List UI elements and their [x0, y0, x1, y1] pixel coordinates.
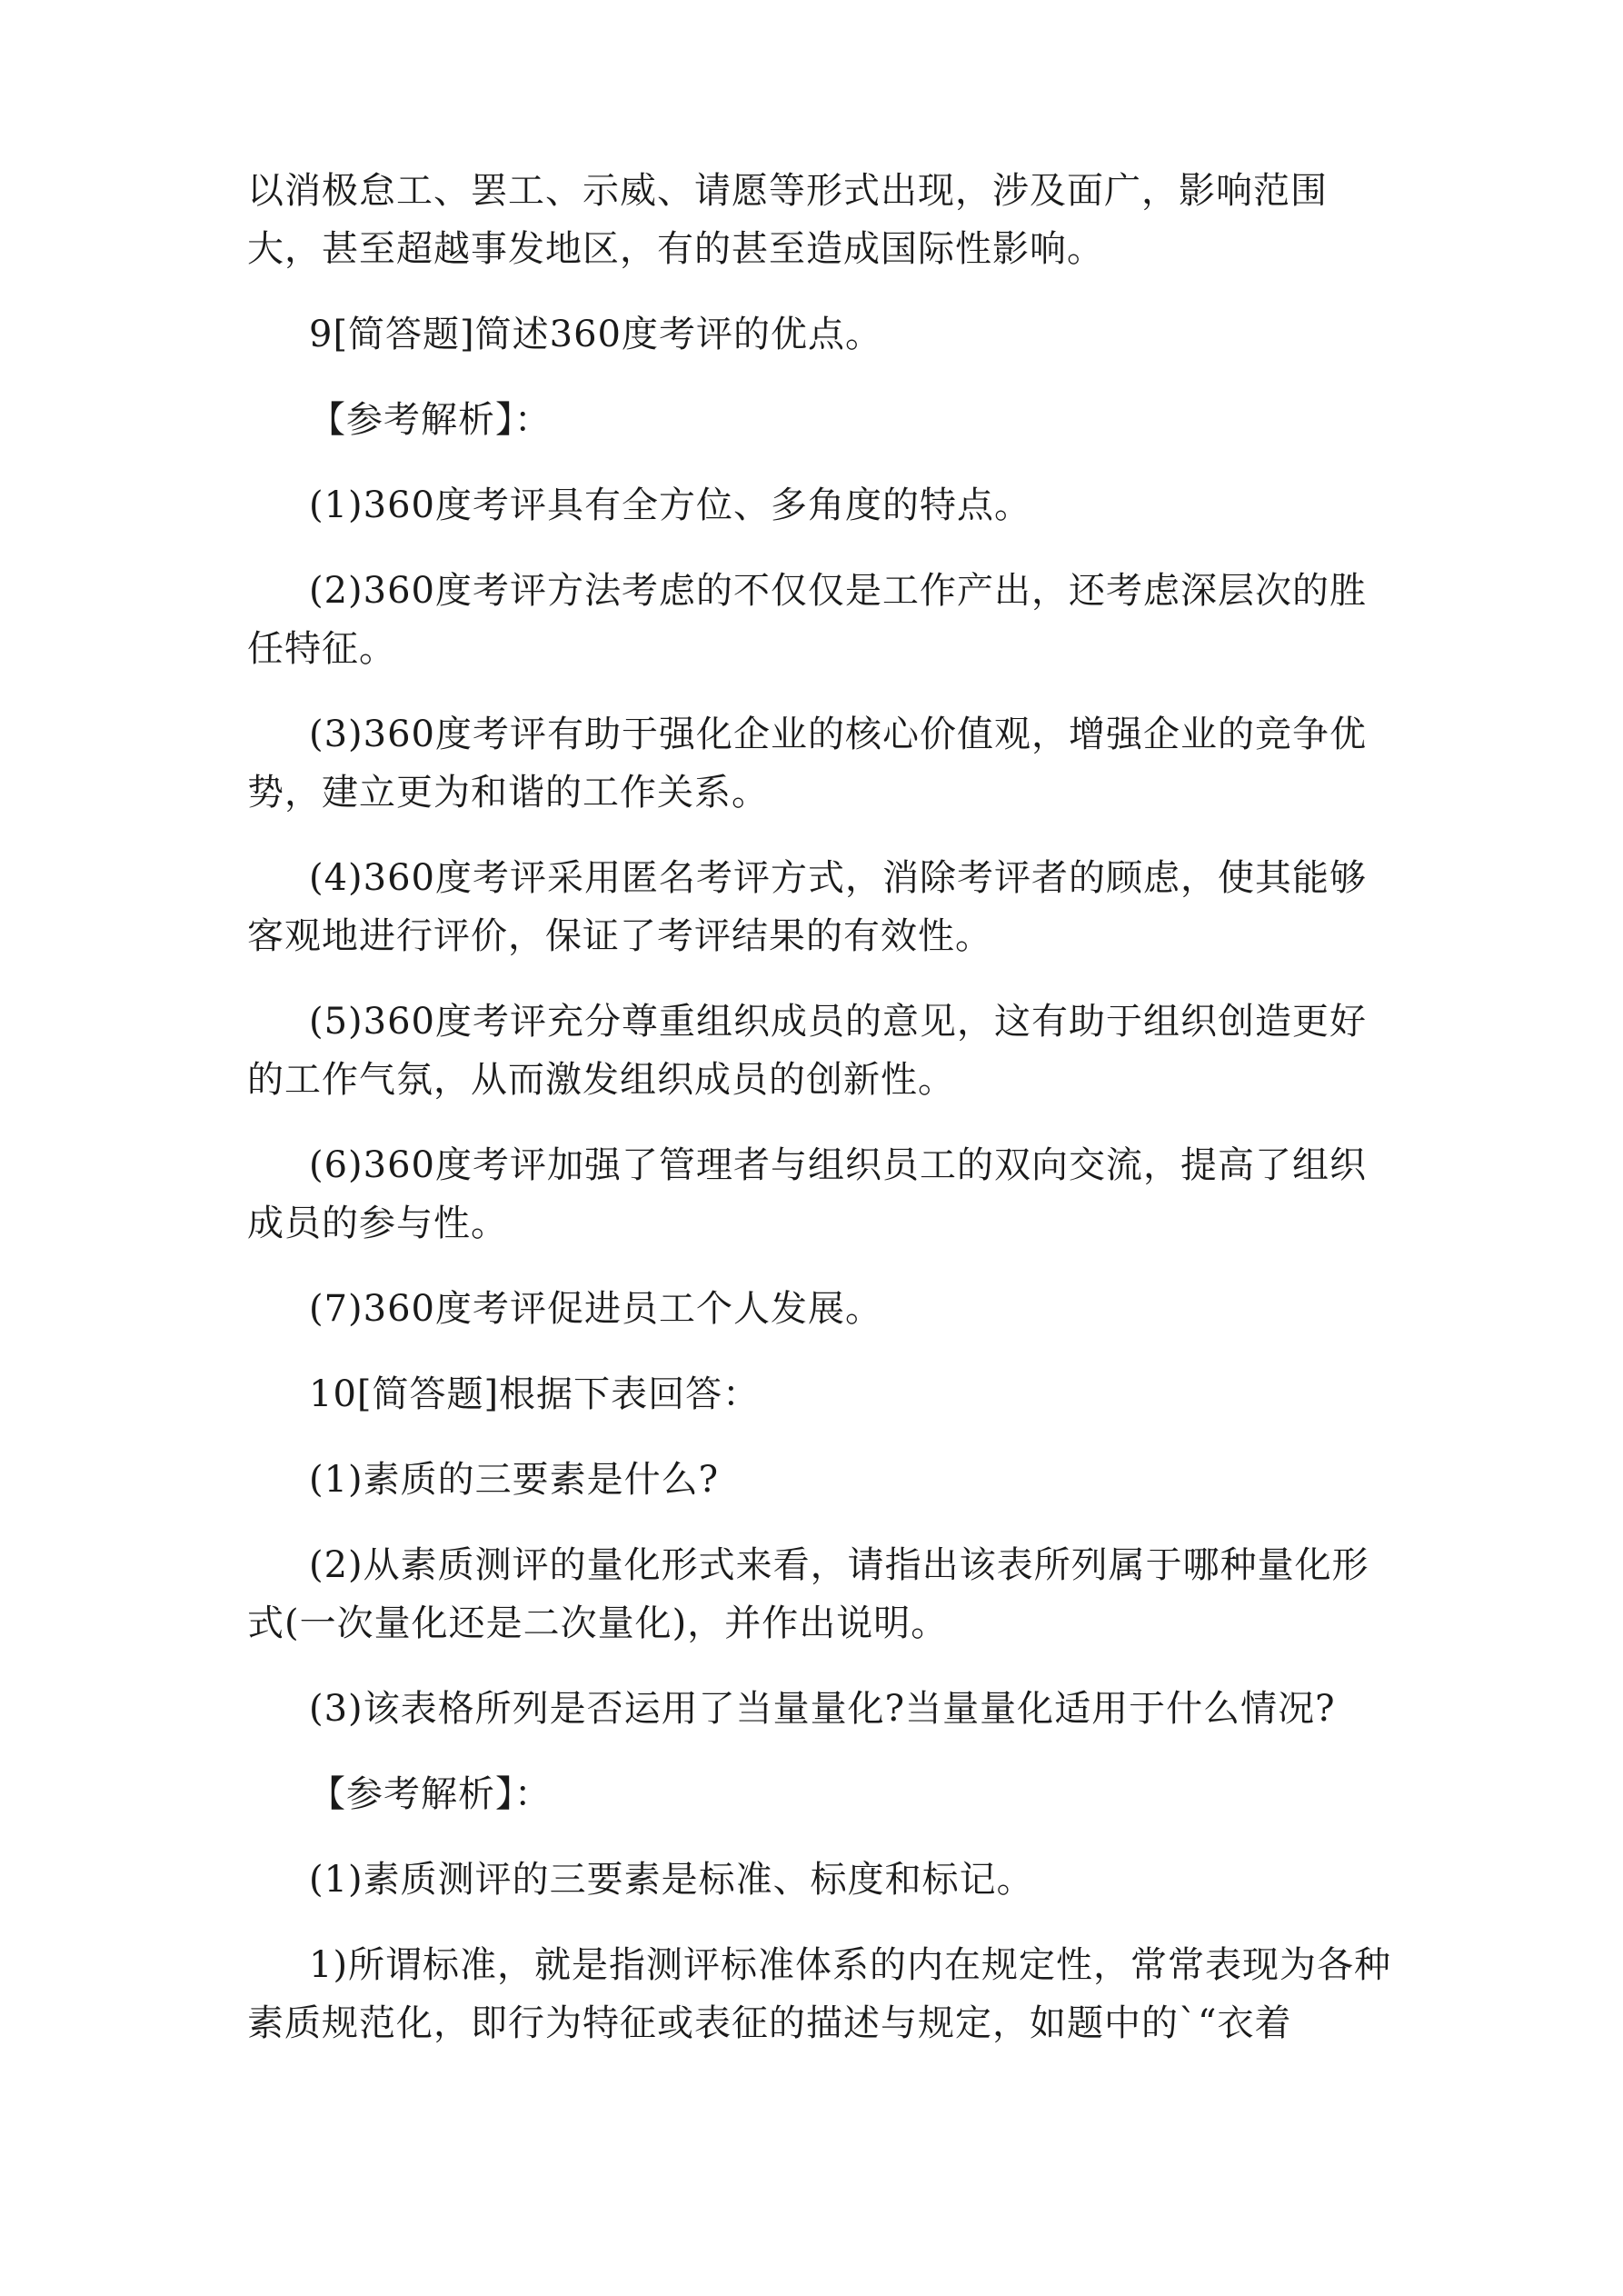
sub-question: (1)素质的三要素是什么?	[309, 1459, 720, 1501]
answer-point: (2)360度考评方法考虑的不仅仅是工作产出，还考虑深层次的胜任特征。	[247, 570, 1368, 670]
answer-point: (7)360度考评促进员工个人发展。	[309, 1288, 883, 1330]
answer-detail: 1)所谓标准，就是指测评标准体系的内在规定性，常常表现为各种素质规范化，即行为特征或表征的描述与规定，如题中的`“衣着	[247, 1944, 1392, 2044]
document-page	[247, 162, 1392, 2080]
answer-point: (3)360度考评有助于强化企业的核心价值观，增强企业的竞争优势，建立更为和谐的工作关系。	[247, 714, 1368, 814]
analysis-heading: 【参考解析】：	[309, 399, 552, 441]
answer-point: (6)360度考评加强了管理者与组织员工的双向交流，提高了组织成员的参与性。	[247, 1144, 1368, 1244]
sub-question: (3)该表格所列是否运用了当量量化?当量量化适用于什么情况?	[309, 1688, 1336, 1730]
answer-point: (5)360度考评充分尊重组织成员的意见，这有助于组织创造更好的工作气氛，从而激发组织成员的创新性。	[247, 1001, 1368, 1101]
answer-point: (1)素质测评的三要素是标准、标度和标记。	[309, 1859, 1034, 1901]
answer-point: (4)360度考评采用匿名考评方式，消除考评者的顾虑，使其能够客观地进行评价，保证了考评结果的有效性。	[247, 857, 1368, 957]
question-10: 10[简答题]根据下表回答：	[309, 1373, 761, 1415]
continuation-paragraph: 以消极怠工、罢工、示威、请愿等形式出现，涉及面广，影响范围大，甚至超越事发地区，有的甚至造成国际性影响。	[247, 170, 1328, 270]
question-9: 9[简答题]简述360度考评的优点。	[309, 314, 883, 355]
sub-question: (2)从素质测评的量化形式来看，请指出该表所列属于哪种量化形式(一次量化还是二次量化)，并作出说明。	[247, 1544, 1369, 1644]
analysis-heading: 【参考解析】：	[309, 1773, 552, 1815]
answer-point: (1)360度考评具有全方位、多角度的特点。	[309, 484, 1032, 526]
